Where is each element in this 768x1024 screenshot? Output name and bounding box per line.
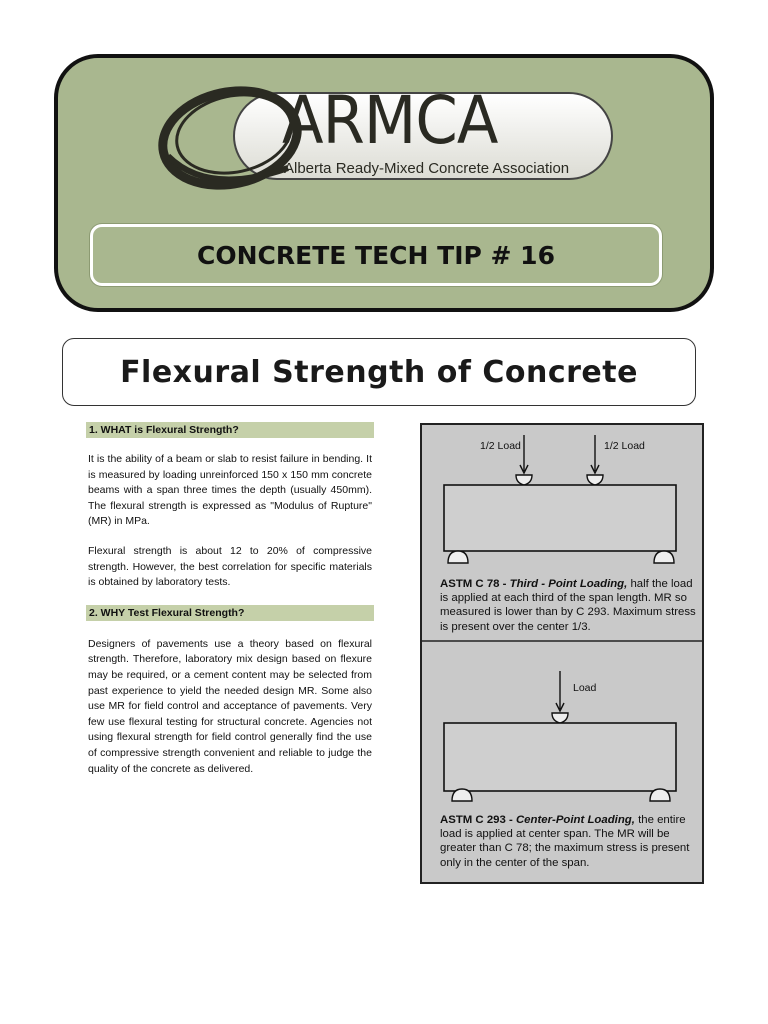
support-left-bottom-icon [452, 789, 472, 801]
load-label-left: 1/2 Load [480, 440, 521, 452]
load-label-right: 1/2 Load [604, 440, 645, 452]
support-right-bottom-icon [650, 789, 670, 801]
support-right-icon [654, 551, 674, 563]
load-pad-center-icon [552, 713, 568, 723]
page-title-box [62, 338, 696, 406]
logo-wordmark: ARMCA [282, 82, 498, 159]
section-heading-why: 2. WHY Test Flexural Strength? [86, 605, 374, 621]
support-left-icon [448, 551, 468, 563]
paragraph-what-2: Flexural strength is about 12 to 20% of compressive strength. However, the best correlation for specific materials is obtained by laboratory tests. [88, 544, 372, 589]
text-column [86, 422, 374, 777]
loading-diagram-figure [420, 423, 704, 884]
header-panel [54, 54, 714, 312]
section-heading-what: 1. WHAT is Flexural Strength? [86, 422, 374, 438]
load-label-center: Load [573, 682, 597, 694]
beam-center-point [444, 723, 676, 791]
page-title: Flexural Strength of Concrete [120, 354, 638, 390]
load-pad-right-icon [587, 475, 603, 485]
paragraph-what-1: It is the ability of a beam or slab to resist failure in bending. It is measured by loading unreinforced 150 x 150 mm concrete beams with a span three times the depth (usually 450mm). The flexural strength is expressed as "Modulus of Rupture" (MR) in MPa. [88, 453, 372, 528]
armca-logo [148, 76, 638, 198]
tech-tip-banner [90, 224, 662, 286]
load-pad-left-icon [516, 475, 532, 485]
paragraph-why-1: Designers of pavements use a theory based on flexural strength. Therefore, laboratory mix design based on flexure may be required, or a cement content may be selected from past experience to yield the needed design MR. Some also use MR for field control and acceptance of pavements. Very few use flexural testing for structural concrete. Agencies not using flexural strength for field control generally find the use of compressive strength convenient and reliable to judge the quality of the concrete as delivered. [88, 637, 372, 775]
logo-subtitle: Alberta Ready-Mixed Concrete Association [284, 160, 570, 177]
caption-third-point: ASTM C 78 - Third - Point Loading, half the load is applied at each third of the span length. MR so measured is lower than by C 293. Maximum stress is present over the center 1/3. [440, 578, 696, 633]
beam-third-point [444, 485, 676, 551]
caption-center-point: ASTM C 293 - Center-Point Loading, the entire load is applied at center span. The MR will be greater than C 78; the maximum stress is present only in the center of the span. [440, 814, 690, 869]
tech-tip-title: CONCRETE TECH TIP # 16 [197, 240, 555, 270]
